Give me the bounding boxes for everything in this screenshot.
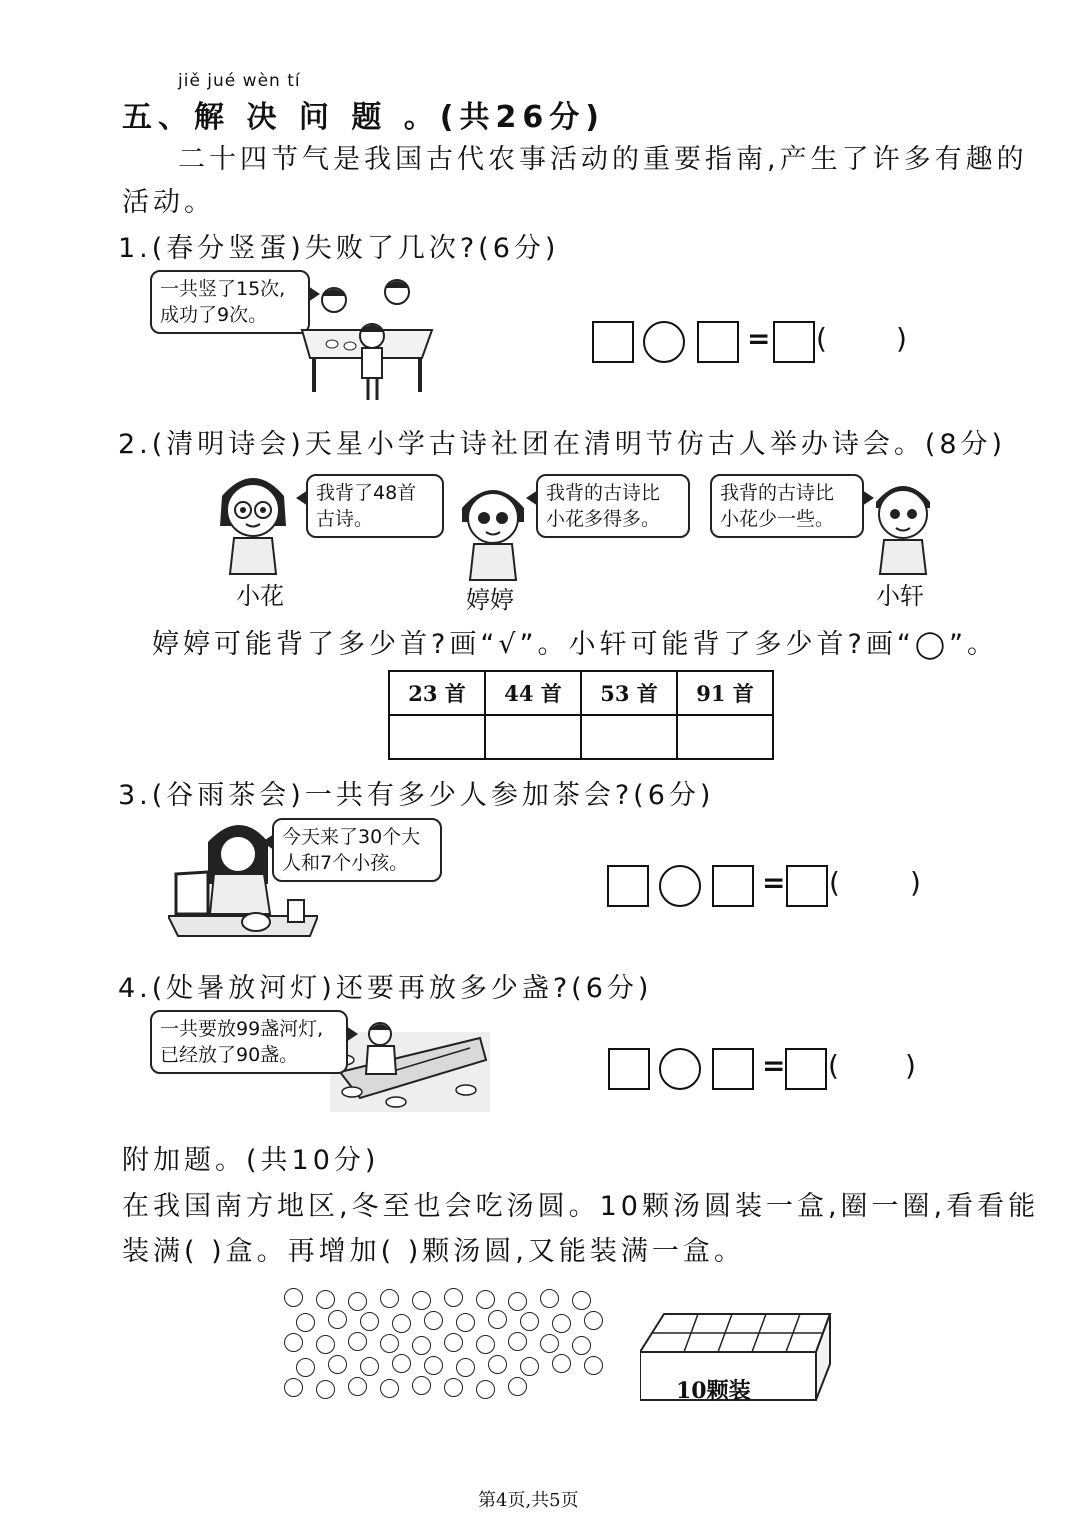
poem-count-table <box>388 670 774 760</box>
q3-box-1[interactable] <box>607 865 649 907</box>
q1-unit-blank[interactable] <box>830 324 890 360</box>
q4-circle-operator[interactable] <box>659 1048 701 1090</box>
tangyuan-ball[interactable] <box>360 1312 379 1331</box>
tangyuan-ball[interactable] <box>392 1314 411 1333</box>
q3-speech-bubble: 今天来了30个大 人和7个小孩。 <box>272 818 442 882</box>
q4-box-2[interactable] <box>712 1048 754 1090</box>
intro-line-2: 活动。 <box>122 187 215 218</box>
q4-box-answer[interactable] <box>785 1048 827 1090</box>
q3-box-answer[interactable] <box>786 865 828 907</box>
q1-equals: = <box>747 322 771 355</box>
tangyuan-ball[interactable] <box>296 1358 315 1377</box>
tangyuan-ball[interactable] <box>296 1313 315 1332</box>
tangyuan-ball[interactable] <box>540 1334 559 1353</box>
xiaoxuan-illustration <box>862 466 944 576</box>
tangyuan-ball[interactable] <box>476 1290 495 1309</box>
tangyuan-ball[interactable] <box>392 1354 411 1373</box>
q3-circle-operator[interactable] <box>659 865 701 907</box>
section-title: 五、解 决 问 题 。(共26分) <box>122 100 605 135</box>
q3-box-2[interactable] <box>712 865 754 907</box>
tangyuan-ball[interactable] <box>328 1310 347 1329</box>
q1-circle-operator[interactable] <box>643 321 685 363</box>
tangyuan-ball[interactable] <box>348 1292 367 1311</box>
table-header-cell: 91 首 <box>677 671 773 715</box>
tangyuan-ball[interactable] <box>476 1335 495 1354</box>
tangyuan-ball[interactable] <box>380 1379 399 1398</box>
tangyuan-ball[interactable] <box>508 1377 527 1396</box>
q2-title: 2.(清明诗会)天星小学古诗社团在清明节仿古人举办诗会。(8分) <box>118 429 1007 460</box>
xiaohua-speech-bubble: 我背了48首 古诗。 <box>306 474 444 538</box>
tangyuan-ball[interactable] <box>424 1356 443 1375</box>
tangyuan-ball[interactable] <box>412 1376 431 1395</box>
q4-equals: = <box>762 1049 786 1082</box>
tangyuan-ball[interactable] <box>520 1312 539 1331</box>
tangyuan-ball[interactable] <box>284 1378 303 1397</box>
tangyuan-ball[interactable] <box>456 1313 475 1332</box>
tangyuan-ball[interactable] <box>316 1290 335 1309</box>
xiaoxuan-name: 小轩 <box>876 582 924 610</box>
bonus-line-1: 在我国南方地区,冬至也会吃汤圆。10颗汤圆装一盒,圈一圈,看看能 <box>122 1191 1040 1222</box>
tangyuan-ball[interactable] <box>380 1289 399 1308</box>
table-header-cell: 44 首 <box>485 671 581 715</box>
table-header-cell: 53 首 <box>581 671 677 715</box>
tangyuan-ball[interactable] <box>520 1357 539 1376</box>
tangyuan-ball[interactable] <box>572 1291 591 1310</box>
q1-kids-egg-illustration <box>292 270 442 410</box>
tangyuan-ball[interactable] <box>348 1377 367 1396</box>
xiaohua-illustration <box>212 466 294 576</box>
tangyuan-ball[interactable] <box>456 1358 475 1377</box>
q1-title: 1.(春分竖蛋)失败了几次?(6分) <box>118 233 560 264</box>
q4-title: 4.(处暑放河灯)还要再放多少盏?(6分) <box>118 973 653 1004</box>
q1-box-answer[interactable] <box>773 321 815 363</box>
tangyuan-ball[interactable] <box>284 1333 303 1352</box>
tangyuan-ball[interactable] <box>444 1333 463 1352</box>
xiaohua-name: 小花 <box>236 582 284 610</box>
q3-equals: = <box>762 866 786 899</box>
tangyuan-ball[interactable] <box>508 1292 527 1311</box>
q1-paren-open: ( <box>816 322 827 355</box>
tangyuan-ball[interactable] <box>584 1311 603 1330</box>
q4-paren-close: ) <box>905 1049 916 1082</box>
tangyuan-ball[interactable] <box>360 1357 379 1376</box>
tingting-illustration <box>454 472 532 582</box>
tingting-speech-bubble: 我背的古诗比 小花多得多。 <box>536 474 690 538</box>
tangyuan-ball[interactable] <box>412 1336 431 1355</box>
q3-unit-blank[interactable] <box>843 868 903 904</box>
tangyuan-ball[interactable] <box>316 1335 335 1354</box>
bonus-title: 附加题。(共10分) <box>122 1145 380 1176</box>
intro-line-1: 二十四节气是我国古代农事活动的重要指南,产生了许多有趣的 <box>178 144 1028 175</box>
tangyuan-ball[interactable] <box>572 1336 591 1355</box>
tangyuan-ball[interactable] <box>412 1291 431 1310</box>
tangyuan-box-label: 10颗装 <box>676 1378 751 1404</box>
tangyuan-ball[interactable] <box>552 1354 571 1373</box>
tangyuan-ball[interactable] <box>348 1332 367 1351</box>
table-header-cell: 23 首 <box>389 671 485 715</box>
tangyuan-ball[interactable] <box>316 1380 335 1399</box>
tingting-name: 婷婷 <box>466 586 514 614</box>
tangyuan-ball[interactable] <box>476 1380 495 1399</box>
q4-paren-open: ( <box>828 1049 839 1082</box>
q1-box-2[interactable] <box>697 321 739 363</box>
answer-cell-53[interactable] <box>581 715 677 759</box>
q4-box-1[interactable] <box>608 1048 650 1090</box>
tangyuan-ball[interactable] <box>444 1378 463 1397</box>
tangyuan-ball[interactable] <box>424 1311 443 1330</box>
tangyuan-ball[interactable] <box>488 1310 507 1329</box>
tangyuan-ball[interactable] <box>508 1332 527 1351</box>
tangyuan-ball[interactable] <box>488 1355 507 1374</box>
tangyuan-ball[interactable] <box>584 1356 603 1375</box>
q4-speech-bubble: 一共要放99盏河灯, 已经放了90盏。 <box>150 1010 348 1074</box>
answer-cell-23[interactable] <box>389 715 485 759</box>
tangyuan-ball[interactable] <box>328 1355 347 1374</box>
tangyuan-ball[interactable] <box>284 1288 303 1307</box>
tangyuan-ball[interactable] <box>380 1334 399 1353</box>
q1-box-1[interactable] <box>592 321 634 363</box>
tangyuan-ball[interactable] <box>540 1289 559 1308</box>
bonus-line-2: 装满( )盒。再增加( )颗汤圆,又能装满一盒。 <box>122 1236 745 1267</box>
q3-paren-close: ) <box>910 866 921 899</box>
q2-instruction: 婷婷可能背了多少首?画“√”。小轩可能背了多少首?画“◯”。 <box>152 629 999 660</box>
q3-title: 3.(谷雨茶会)一共有多少人参加茶会?(6分) <box>118 780 715 811</box>
section-pinyin: jiě jué wèn tí <box>178 71 301 91</box>
tangyuan-ball[interactable] <box>444 1288 463 1307</box>
page-footer: 第4页,共5页 <box>478 1490 579 1511</box>
tangyuan-ball[interactable] <box>552 1314 571 1333</box>
q1-paren-close: ) <box>896 322 907 355</box>
tangyuan-group <box>284 1290 634 1402</box>
q1-speech-bubble: 一共竖了15次, 成功了9次。 <box>150 270 310 334</box>
q3-paren-open: ( <box>829 866 840 899</box>
xiaoxuan-speech-bubble: 我背的古诗比 小花少一些。 <box>710 474 864 538</box>
q4-unit-blank[interactable] <box>842 1051 902 1087</box>
answer-cell-44[interactable] <box>485 715 581 759</box>
answer-cell-91[interactable] <box>677 715 773 759</box>
